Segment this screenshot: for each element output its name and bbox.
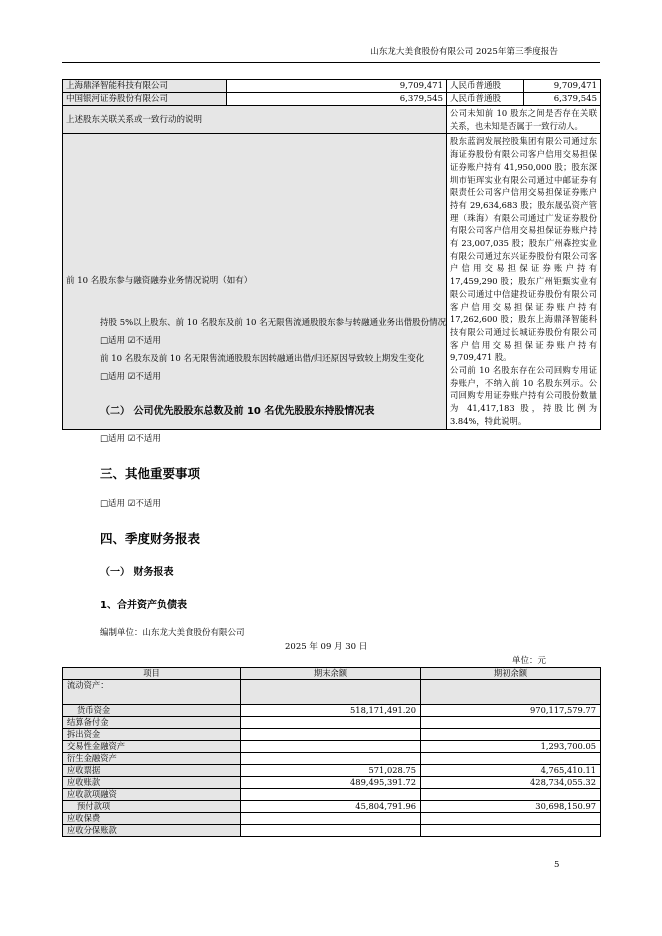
row-item: 应收款项融资 bbox=[63, 789, 241, 801]
table-row bbox=[63, 765, 601, 777]
applicability-4: □适用 ☑不适用 bbox=[100, 499, 161, 509]
relation-text: 公司未知前 10 股东之间是否存在关联关系，也未知是否属于一致行动人。 bbox=[447, 106, 601, 134]
shares-held: 6,379,545 bbox=[227, 93, 447, 106]
table-row bbox=[63, 80, 601, 93]
table-header-row bbox=[63, 668, 601, 680]
table-row bbox=[63, 753, 601, 765]
report-date: 2025 年 09 月 30 日 bbox=[285, 642, 368, 652]
section-financial-statements: 四、季度财务报表 bbox=[100, 531, 201, 546]
table-row bbox=[63, 705, 601, 717]
row-end-balance bbox=[241, 789, 421, 801]
row-begin-balance bbox=[421, 813, 601, 825]
subsection-statements: （一） 财务报表 bbox=[100, 567, 174, 578]
row-begin-balance: 1,293,700.05 bbox=[421, 741, 601, 753]
table-row bbox=[63, 825, 601, 837]
column-header-end: 期末余额 bbox=[241, 668, 421, 680]
section-preferred-shares: （二） 公司优先股股东总数及前 10 名优先股股东持股情况表 bbox=[100, 406, 375, 417]
section-label: 流动资产： bbox=[63, 680, 241, 705]
row-begin-balance: 4,765,410.11 bbox=[421, 765, 601, 777]
change-title: 前 10 名股东及前 10 名无限售流通股股东因转融通出借/归还原因导致较上期发生变化 bbox=[100, 354, 425, 364]
row-item: 应收账款 bbox=[63, 777, 241, 789]
table-row bbox=[63, 801, 601, 813]
table-row bbox=[63, 93, 601, 106]
lending-title: 持股 5%以上股东、前 10 名股东及前 10 名无限售流通股股东参与转融通业务出借股份情况 bbox=[100, 318, 447, 328]
row-end-balance: 571,028.75 bbox=[241, 765, 421, 777]
balance-sheet-title: 1、合并资产负债表 bbox=[100, 600, 187, 611]
row-end-balance: 489,495,391.72 bbox=[241, 777, 421, 789]
margin-label: 前 10 名股东参与融资融券业务情况说明（如有） bbox=[63, 134, 447, 429]
row-begin-balance: 30,698,150.97 bbox=[421, 801, 601, 813]
row-item: 预付款项 bbox=[63, 801, 241, 813]
row-item: 应收票据 bbox=[63, 765, 241, 777]
row-end-balance bbox=[241, 741, 421, 753]
row-begin-balance bbox=[421, 753, 601, 765]
table-row bbox=[63, 813, 601, 825]
row-end-balance bbox=[241, 813, 421, 825]
shareholder-name: 上海鼎泽智能科技有限公司 bbox=[63, 80, 227, 93]
row-item: 应收分保账款 bbox=[63, 825, 241, 837]
table-row bbox=[63, 729, 601, 741]
table-row bbox=[63, 741, 601, 753]
row-begin-balance bbox=[421, 717, 601, 729]
row-end-balance: 518,171,491.20 bbox=[241, 705, 421, 717]
margin-paragraph-2: 公司前 10 名股东存在公司回购专用证券账户，不纳入前 10 名股东列示。公司回购专用证券账户持有公司股份数量为 41,417,183 股，持股比例为 3.84%，特此说明。 bbox=[450, 365, 597, 426]
relation-label: 上述股东关联关系或一致行动的说明 bbox=[63, 106, 447, 134]
row-item: 交易性金融资产 bbox=[63, 741, 241, 753]
row-item: 货币资金 bbox=[63, 705, 241, 717]
column-header-begin: 期初余额 bbox=[421, 668, 601, 680]
table-row bbox=[63, 134, 601, 429]
row-item: 拆出资金 bbox=[63, 729, 241, 741]
share-type: 人民币普通股 bbox=[447, 80, 524, 93]
compiler: 编制单位：山东龙大美食股份有限公司 bbox=[100, 628, 245, 638]
table-row bbox=[63, 106, 601, 134]
row-item: 衍生金融资产 bbox=[63, 753, 241, 765]
table-row bbox=[63, 777, 601, 789]
margin-text bbox=[447, 134, 601, 429]
table-row bbox=[63, 717, 601, 729]
margin-paragraph-1: 股东蓝润发展控股集团有限公司通过东海证券股份有限公司客户信用交易担保证券账户持有 41,950,000 股；股东深圳市钜珲实业有限公司通过中邮证券有限责任公司客户信用交易担保证券账户持有 29,634,683 股；股东晟弘资产管理（珠海）有限公司通过广发证券股份有限公司客户信用交易担保证券账户持有 23,007,035 股；股东广州森控实业有限公司通过东兴证券股份有限公司客户信用交易担保证券账户持有 17,459,290 股；股东广州钜甄实业有限公司通过中信建投证券股份有限公司客户信用交易担保证券账户持有 17,262,600 股；股东上海鼎泽智能科技有限公司通过长城证券股份有限公司客户信用交易担保证券账户持有 9,709,471 股。 bbox=[450, 136, 597, 363]
share-type: 人民币普通股 bbox=[447, 93, 524, 106]
applicability-2: □适用 ☑不适用 bbox=[100, 372, 161, 382]
table-row bbox=[63, 789, 601, 801]
shareholder-name: 中国银河证券股份有限公司 bbox=[63, 93, 227, 106]
row-end-balance bbox=[241, 825, 421, 837]
column-header-item: 项目 bbox=[63, 668, 241, 680]
row-end-balance bbox=[241, 753, 421, 765]
section-other-matters: 三、其他重要事项 bbox=[100, 466, 201, 481]
share-count: 6,379,545 bbox=[524, 93, 601, 106]
shares-held: 9,709,471 bbox=[227, 80, 447, 93]
balance-sheet-table bbox=[62, 667, 601, 837]
row-begin-balance: 970,117,579.77 bbox=[421, 705, 601, 717]
row-begin-balance bbox=[421, 825, 601, 837]
section-row bbox=[63, 680, 601, 705]
header-rule bbox=[62, 62, 600, 63]
row-begin-balance bbox=[421, 729, 601, 741]
row-end-balance: 45,804,791.96 bbox=[241, 801, 421, 813]
row-begin-balance: 428,734,055.32 bbox=[421, 777, 601, 789]
share-count: 9,709,471 bbox=[524, 80, 601, 93]
row-item: 结算备付金 bbox=[63, 717, 241, 729]
applicability-3: □适用 ☑不适用 bbox=[100, 434, 161, 444]
row-begin-balance bbox=[421, 789, 601, 801]
row-end-balance bbox=[241, 729, 421, 741]
applicability-1: □适用 ☑不适用 bbox=[100, 336, 161, 346]
currency-unit: 单位：元 bbox=[512, 656, 547, 666]
row-end-balance bbox=[241, 717, 421, 729]
report-header: 山东龙大美食股份有限公司 2025年第三季度报告 bbox=[370, 47, 558, 57]
row-item: 应收保费 bbox=[63, 813, 241, 825]
page-number: 5 bbox=[554, 860, 560, 870]
